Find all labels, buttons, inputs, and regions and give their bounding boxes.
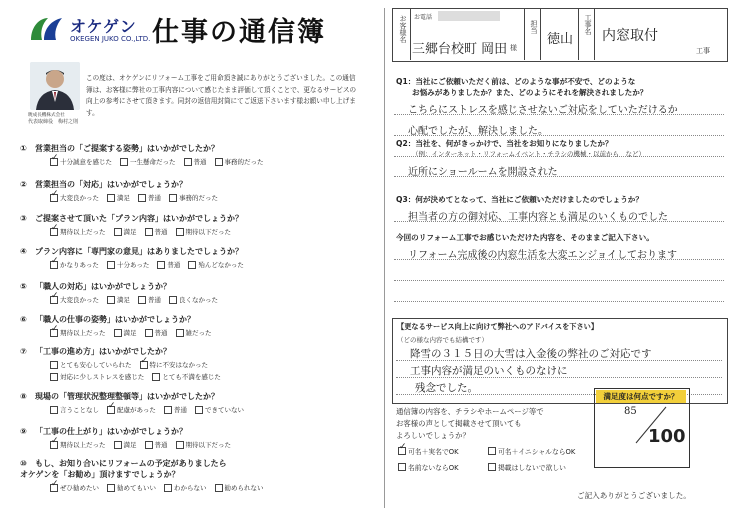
checkbox[interactable] — [184, 158, 192, 166]
option-4[interactable] — [215, 483, 264, 492]
option-3[interactable] — [138, 295, 161, 304]
question-text — [20, 246, 380, 257]
question-9 — [20, 426, 380, 449]
checkbox[interactable] — [488, 447, 496, 455]
checkbox[interactable] — [138, 194, 146, 202]
question-4 — [20, 246, 380, 269]
person-icon — [30, 62, 80, 110]
checkbox[interactable] — [50, 406, 58, 414]
work-suffix: 工事 — [696, 47, 710, 55]
advice-title: 【更なるサービス向上に向けて弊社へのアドバイスを下さい】 — [397, 322, 599, 331]
option-1[interactable] — [50, 227, 106, 236]
option-3[interactable] — [164, 483, 207, 492]
customer-label: お客様名 — [399, 15, 407, 43]
advice-line: 残念でした。 — [415, 382, 478, 394]
option-label: 事務的だった — [224, 158, 264, 166]
option-2[interactable] — [120, 157, 176, 166]
option-3[interactable] — [145, 440, 168, 449]
checkbox[interactable] — [176, 329, 184, 337]
question-number: ⑨ — [20, 427, 27, 436]
checkbox[interactable] — [157, 261, 165, 269]
option-2[interactable] — [107, 260, 149, 269]
work-name: 内窓取付 — [602, 28, 658, 44]
publish-option-2[interactable] — [488, 446, 575, 456]
checkbox[interactable] — [107, 194, 115, 202]
checkbox[interactable] — [215, 158, 223, 166]
option-3[interactable] — [157, 260, 180, 269]
option-2[interactable] — [114, 440, 137, 449]
checked-checkbox[interactable] — [50, 228, 58, 236]
checked-checkbox[interactable] — [50, 329, 58, 337]
checked-checkbox[interactable] — [398, 447, 406, 455]
option-1[interactable] — [50, 260, 99, 269]
question-label: 現場の「管理状況整理整頓等」はいかがでしたか？ — [35, 392, 219, 401]
question-label: 営業担当の「ご提案する姿勢」はいかがでしたか？ — [35, 144, 219, 153]
option-2[interactable] — [107, 405, 156, 414]
ceo-name: 代表取締役 梅村之則 — [28, 119, 79, 125]
checkbox[interactable] — [398, 463, 406, 471]
option-label: 十分誠意を感じた — [60, 158, 112, 166]
question-label: もし、お知り合いにリフォームの予定がありましたら オケゲンを「お勧め」頂けますでしょうか？ — [20, 459, 227, 479]
option-list — [50, 483, 380, 492]
option-label: 普通 — [154, 329, 168, 337]
checkbox[interactable] — [188, 261, 196, 269]
option-label: 勧められない — [224, 484, 264, 492]
checkbox[interactable] — [169, 296, 177, 304]
publish-option-4[interactable] — [488, 462, 566, 472]
option-label: 普通 — [173, 406, 187, 414]
publish-text-2: お客様の声として掲載させて頂いても — [396, 419, 522, 428]
page-divider — [384, 8, 385, 508]
option-label: 満足 — [123, 441, 137, 449]
option-3[interactable] — [164, 405, 187, 414]
option-label: 勧めてもいい — [117, 484, 156, 492]
option-4[interactable] — [188, 260, 244, 269]
checkbox[interactable] — [152, 373, 160, 381]
phone-redacted — [438, 11, 500, 21]
question-3 — [20, 213, 380, 236]
option-label: 期待以上だった — [60, 441, 106, 449]
question-text — [20, 426, 380, 437]
score-label: 満足度は何点ですか？ — [596, 390, 686, 403]
question-6 — [20, 314, 380, 337]
option-4[interactable] — [176, 440, 232, 449]
ceo-photo — [30, 62, 80, 110]
question-text — [20, 179, 380, 190]
option-label: 普通 — [193, 158, 207, 166]
question-label: 「職人の仕事の姿勢」はいかがでしょうか？ — [35, 315, 195, 324]
answer-line: リフォーム完成後の内窓生活を大変エンジョイしております — [408, 250, 678, 261]
option-1[interactable] — [50, 328, 106, 337]
right-question-2: Q2：当社を、何がきっかけで、当社をお知りになりましたか？ — [396, 139, 613, 148]
question-text — [20, 213, 380, 224]
right-question-sub: （例：インターネット・リフォームイベント・チラシの機械・以前から など） — [412, 150, 645, 158]
question-number: ⑦ — [20, 347, 27, 356]
checkbox[interactable] — [145, 329, 153, 337]
checked-checkbox[interactable] — [50, 261, 58, 269]
checkbox[interactable] — [145, 228, 153, 236]
option-label: 普通 — [154, 441, 168, 449]
option-label: 雑だった — [185, 329, 212, 337]
option-list — [50, 193, 380, 202]
option-label: 普通 — [148, 296, 161, 304]
option-label: 対応に少しストレスを感じた — [60, 373, 145, 381]
checkbox[interactable] — [120, 158, 128, 166]
question-number: ④ — [20, 247, 27, 256]
publish-text-1: 通信簿の内容を、チラシやホームページ等で — [396, 407, 544, 416]
checkbox[interactable] — [176, 441, 184, 449]
option-list — [50, 157, 380, 166]
option-4[interactable] — [152, 372, 221, 381]
question-text — [20, 346, 380, 357]
option-4[interactable] — [176, 227, 232, 236]
ceo-company: 暁成長機株式会社 — [28, 113, 65, 118]
option-1[interactable] — [50, 483, 99, 492]
question-number: ⑧ — [20, 392, 27, 401]
option-1[interactable] — [50, 193, 99, 202]
option-3[interactable] — [145, 227, 168, 236]
checkbox[interactable] — [50, 373, 58, 381]
publish-option-1[interactable] — [398, 446, 459, 456]
option-2[interactable] — [107, 295, 130, 304]
option-list — [50, 227, 380, 236]
checkbox[interactable] — [164, 484, 172, 492]
option-4[interactable] — [215, 157, 264, 166]
option-label: 普通 — [154, 228, 168, 236]
answer-rule — [394, 280, 724, 281]
checkbox[interactable] — [107, 296, 115, 304]
question-number: ① — [20, 144, 27, 153]
option-1[interactable] — [50, 360, 132, 369]
checkbox[interactable] — [164, 406, 172, 414]
option-label: できていない — [204, 406, 244, 414]
option-3[interactable] — [138, 193, 161, 202]
option-label: 期待以下だった — [185, 441, 231, 449]
option-2[interactable] — [114, 328, 137, 337]
option-2[interactable] — [140, 360, 209, 369]
option-label: 良くなかった — [179, 296, 218, 304]
question-7 — [20, 346, 380, 381]
question-text — [20, 281, 380, 292]
score-value: 85 — [624, 406, 637, 417]
advice-line: 降雪の３１５日の大雪は入金後の弊社のご対応です — [410, 348, 652, 360]
option-label: 普通 — [148, 194, 161, 202]
option-label: 満足 — [117, 296, 130, 304]
checkbox[interactable] — [114, 228, 122, 236]
right-question-3: Q3：何が決めてとなって、当社にご依頼いただけましたのでしょうか？ — [396, 195, 643, 204]
option-4[interactable] — [195, 405, 244, 414]
option-3[interactable] — [145, 328, 168, 337]
option-label: かなりあった — [60, 261, 99, 269]
publish-option-3[interactable] — [398, 462, 459, 472]
option-label: 可名＋イニシャルならOK — [498, 448, 576, 456]
option-label: 掲載はしないで欲しい — [498, 464, 566, 472]
answer-line: 担当者の方の御対応、工事内容とも満足のいくものでした — [408, 212, 668, 223]
option-label: ぜひ勧めたい — [60, 484, 99, 492]
checkbox[interactable] — [114, 441, 122, 449]
question-label: プラン内容に「専門家の意見」はありましたでしょうか？ — [35, 247, 243, 256]
checkbox[interactable] — [488, 463, 496, 471]
thanks-text: ご記入ありがとうございました。 — [577, 491, 691, 500]
checkbox[interactable] — [195, 406, 203, 414]
checkbox[interactable] — [169, 194, 177, 202]
option-label: 期待以上だった — [60, 329, 106, 337]
option-1[interactable] — [50, 440, 106, 449]
right-question-1: Q1：当社にご依頼いただく前は、どのような事が不安で、どのような — [396, 77, 636, 86]
question-number: ⑩ — [20, 459, 27, 468]
staff-name: 徳山 — [547, 32, 574, 47]
option-label: 名前ないならOK — [408, 464, 459, 472]
score-max: 100 — [648, 426, 686, 447]
option-label: 事務的だった — [179, 194, 218, 202]
right-question-sub: お悩みがありましたか？また、どのようにそれを解決されましたか？ — [412, 88, 648, 97]
answer-line: こちらにストレスを感じさせないご対応をしていただけるか — [408, 105, 678, 116]
option-4[interactable] — [169, 295, 218, 304]
option-label: 満足 — [123, 228, 137, 236]
option-label: 期待以上だった — [60, 228, 106, 236]
checkbox[interactable] — [107, 484, 115, 492]
question-text — [20, 391, 380, 402]
option-1[interactable] — [50, 157, 112, 166]
question-text — [20, 458, 380, 480]
work-label: 工事名 — [584, 14, 592, 35]
publish-text-3: よろしいでしょうか？ — [396, 431, 470, 440]
checked-checkbox[interactable] — [50, 441, 58, 449]
option-4[interactable] — [176, 328, 212, 337]
answer-line: 近所にショールームを開設された — [408, 167, 558, 178]
question-text — [20, 314, 380, 325]
question-10 — [20, 458, 380, 492]
checkbox[interactable] — [114, 329, 122, 337]
option-3[interactable] — [50, 372, 144, 381]
brand-name: オケゲン — [70, 17, 137, 36]
checked-checkbox[interactable] — [107, 406, 115, 414]
option-4[interactable] — [169, 193, 218, 202]
checked-checkbox[interactable] — [50, 158, 58, 166]
phone-label: お電話 — [414, 14, 433, 21]
question-5 — [20, 281, 380, 304]
intro-text: この度は、オケゲンにリフォーム工事をご用命頂き誠にありがとうございました。この通信簿は、お客様に弊社の工事内容について感じたまま評価して頂くことで、更なるサービスの向上の参考にさせて頂きます。同封の返信用封筒にてご返送下さいます様お願い申し上げます。 — [86, 74, 357, 117]
option-3[interactable] — [184, 157, 207, 166]
option-label: とても安心していられた — [60, 361, 132, 369]
checked-checkbox[interactable] — [50, 296, 58, 304]
option-label: 一生懸命だった — [130, 158, 176, 166]
sama-label: 様 — [510, 44, 517, 52]
option-label: とても不満を感じた — [162, 373, 221, 381]
option-label: 期待以下だった — [185, 228, 231, 236]
option-label: 満足 — [123, 329, 137, 337]
question-label: 営業担当の「対応」はいかがでしょうか？ — [35, 180, 187, 189]
answer-rule — [394, 301, 724, 302]
option-list — [50, 260, 380, 269]
option-label: 殆んどなかった — [198, 261, 244, 269]
staff-label: 担当 — [530, 20, 538, 34]
question-label: 「工事の進め方」はいかがでしたか？ — [35, 347, 171, 356]
option-1[interactable] — [50, 405, 99, 414]
option-2[interactable] — [107, 483, 156, 492]
question-label: 「工事の仕上がり」はいかがでしょうか？ — [35, 427, 187, 436]
advice-line: 工事内容が満足のいくものなけに — [410, 365, 568, 377]
option-2[interactable] — [107, 193, 130, 202]
option-list — [50, 440, 380, 449]
option-label: 大変良かった — [60, 296, 99, 304]
question-8 — [20, 391, 380, 414]
question-number: ⑥ — [20, 315, 27, 324]
question-number: ⑤ — [20, 282, 27, 291]
checkbox[interactable] — [215, 484, 223, 492]
option-label: 配慮があった — [117, 406, 156, 414]
question-1 — [20, 143, 380, 166]
question-label: ご提案させて頂いた「プラン内容」はいかがでしょうか？ — [35, 214, 243, 223]
okegen-logo-icon — [28, 14, 66, 44]
checkbox[interactable] — [176, 228, 184, 236]
option-label: 特に不安はなかった — [149, 361, 208, 369]
option-label: 満足 — [117, 194, 130, 202]
option-1[interactable] — [50, 295, 99, 304]
question-text — [20, 143, 380, 154]
answer-line: 心配でしたが、解決しました。 — [408, 126, 548, 137]
question-number: ② — [20, 180, 27, 189]
option-list — [50, 328, 380, 337]
checkbox[interactable] — [138, 296, 146, 304]
checkbox[interactable] — [145, 441, 153, 449]
option-label: 可名＋実名でOK — [408, 448, 459, 456]
checkbox[interactable] — [50, 361, 58, 369]
question-number: ③ — [20, 214, 27, 223]
option-label: わからない — [174, 484, 207, 492]
option-list — [50, 405, 380, 414]
option-label: 言うことなし — [60, 406, 99, 414]
question-label: 「職人の対応」はいかがでしょうか？ — [35, 282, 171, 291]
option-list — [50, 360, 310, 381]
customer-name: 三郷台校町 岡田 — [412, 42, 508, 57]
right-question-4: 今回のリフォーム工事でお感じいただけた内容を、そのままご記入下さい。 — [396, 233, 654, 242]
advice-sub: （どの様な内容でも結構です） — [397, 336, 488, 344]
checked-checkbox[interactable] — [50, 194, 58, 202]
option-label: 十分あった — [116, 261, 150, 269]
page-title: 仕事の通信簿 — [152, 17, 326, 48]
option-label: 大変良かった — [60, 194, 99, 202]
option-list — [50, 295, 380, 304]
brand-sub: OKEGEN JUKO CO.,LTD. — [70, 35, 151, 43]
option-2[interactable] — [114, 227, 137, 236]
checked-checkbox[interactable] — [50, 484, 58, 492]
option-label: 普通 — [167, 261, 181, 269]
checked-checkbox[interactable] — [140, 361, 148, 369]
question-2 — [20, 179, 380, 202]
checkbox[interactable] — [107, 261, 115, 269]
